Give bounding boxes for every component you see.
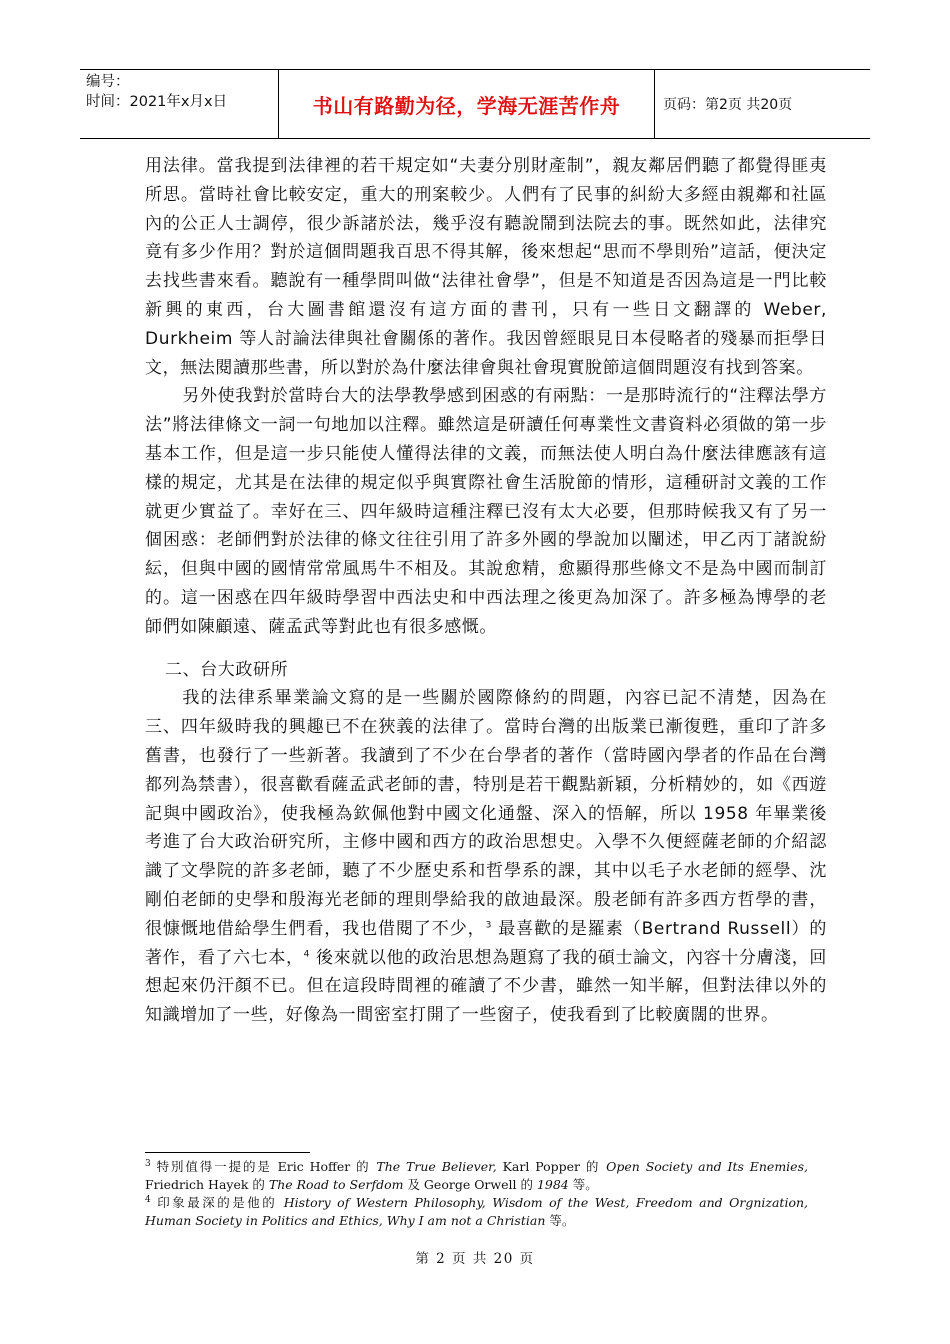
footnote-text: 等。 (545, 1213, 575, 1228)
book-title: Open Society and Its Enemies, (606, 1159, 808, 1174)
footnote-ref[interactable]: 4 (303, 948, 310, 959)
doc-number-label: 编号： (86, 74, 130, 90)
header-page-cell (655, 70, 870, 138)
footnote-divider (145, 1152, 310, 1153)
footnote-text: Karl Popper 的 (496, 1159, 607, 1174)
body-text (145, 152, 827, 1030)
page-footer: 第 2 页 共 20 页 (415, 1251, 535, 1267)
footnote-4 (145, 1194, 808, 1230)
footnote-text: Friedrich Hayek 的 (145, 1177, 269, 1192)
footnotes (145, 1158, 808, 1230)
footnote-text: 及 George Orwell 的 (403, 1177, 537, 1192)
header-page-info: 页码：第2页 共20页 (663, 97, 793, 113)
paragraph-text: 我的法律系畢業論文寫的是一些關於國際條約的問題，內容已記不清楚，因為在三、四年級時我的興趣已不在狹義的法律了。當時台灣的出版業已漸復甦，重印了許多舊書，也發行了一些新著。我讀到了不少在台學者的著作（當時國內學者的作品在台灣都列為禁書），很喜歡看薩孟武老師的書，特別是若干觀點新穎，分析精妙的，如《西遊記與中國政治》，使我極為欽佩他對中國文化通盤、深入的悟解，所以 1958 年畢業後考進了台大政治研究所，主修中國和西方的政治思想史。入學不久便經薩老師的介紹認識了文學院的許多老師，聽了不少歷史系和哲學系的課，其中以毛子水老師的經學、沈剛伯老師的史學和殷海光老師的理則學給我的啟迪最深。殷老師有許多西方哲學的書，很慷慨地借給學生們看，我也借閱了不少， (145, 688, 827, 939)
header-motto: 书山有路勤为径，学海无涯苦作舟 (312, 93, 621, 118)
doc-date-label: 时间：2021年x月x日 (86, 94, 228, 110)
paragraph (145, 684, 827, 1030)
paragraph: 另外使我對於當時台大的法學教學感到困惑的有兩點：一是那時流行的“注釋法學方法”將法律條文一詞一句地加以注釋。雖然這是研讀任何專業性文書資料必須做的第一步基本工作，但是這一步只能使人懂得法律的文義，而無法使人明白為什麼法律應該有這樣的規定，尤其是在法律的規定似乎與實際社會生活脫節的情形，這種研討文義的工作就更少實益了。幸好在三、四年級時這種注釋已沒有太大必要，但那時候我又有了另一個困惑：老師們對於法律的條文往往引用了許多外國的學說加以闡述，甲乙丙丁諸說紛紜，但與中國的國情常常風馬牛不相及。其說愈精，愈顯得那些條文不是為中國而制訂的。這一困惑在四年級時學習中西法史和中西法理之後更為加深了。許多極為博學的老師們如陳顧遠、薩孟武等對此也有很多感慨。 (145, 386, 827, 637)
header-motto-cell (279, 70, 655, 138)
footnote-text: 印象最深的是他的 (150, 1195, 284, 1210)
book-title: The Road to Serfdom (268, 1177, 404, 1192)
footnote-3 (145, 1158, 808, 1194)
footnote-number: 3 (145, 1158, 151, 1169)
book-title: History of Western Philosophy, Wisdom of the West, Freedom and Orgnization, Human Society in Politics and Ethics, Why I am not a Christian (145, 1195, 808, 1228)
paragraph: 用法律。當我提到法律裡的若干規定如“夫妻分別財產制”，親友鄰居們聽了都覺得匪夷所思。當時社會比較安定，重大的刑案較少。人們有了民事的糾紛大多經由親鄰和社區內的公正人士調停，很少訴諸於法，幾乎沒有聽說鬧到法院去的事。既然如此，法律究竟有多少作用？對於這個問題我百思不得其解，後來想起“思而不學則殆”這話，便決定去找些書來看。聽說有一種學問叫做“法律社會學”，但是不知道是否因為這是一門比較新興的東西，台大圖書館還沒有這方面的書刊，只有一些日文翻譯的 Weber, Durkheim 等人討論法律與社會關係的著作。我因曾經眼見日本侵略者的殘暴而拒學日文，無法閱讀那些書，所以對於為什麼法律會與社會現實脫節這個問題沒有找到答案。 (145, 156, 827, 378)
paragraph-text: 最喜歡的是羅素（Bertrand Russell）的著作，看了六七本， (145, 918, 827, 968)
paragraph-text: 後來就以他的政治思想為題寫了我的碩士論文，內容十分膚淺，回想起來仍汗顏不已。但在這段時間裡的確讀了不少書，雖然一知半解，但對法律以外的知識增加了一些，好像為一間密室打開了一些窗子，使我看到了比較廣闊的世界。 (145, 947, 827, 1026)
book-title: The True Believer, (376, 1159, 497, 1174)
footnote-number: 4 (145, 1194, 151, 1205)
footnote-text: 等。 (568, 1177, 598, 1192)
document-header (80, 69, 870, 139)
footnote-text: 特別值得一提的是 Eric Hoffer 的 (150, 1159, 377, 1174)
footnote-ref[interactable]: 3 (485, 920, 492, 931)
book-title: 1984 (536, 1177, 569, 1192)
section-heading: 二、台大政研所 (165, 659, 289, 680)
header-meta (80, 70, 279, 138)
